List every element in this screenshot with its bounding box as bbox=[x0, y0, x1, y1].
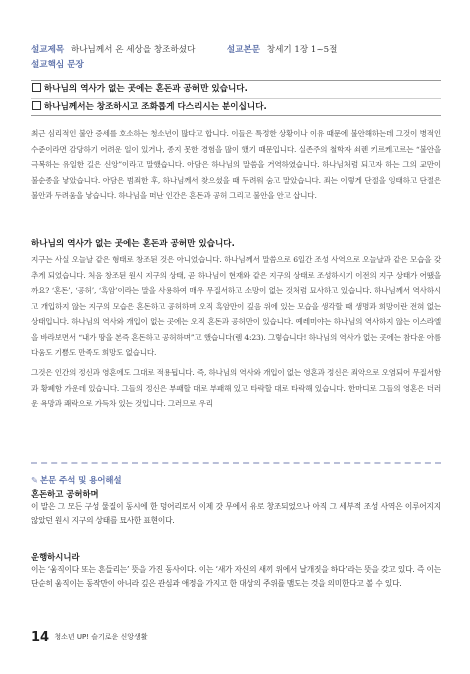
sermon-text-label: 설교본문 bbox=[226, 45, 261, 55]
section-subheading: 하나님의 역사가 없는 곳에는 혼돈과 공허만 있습니다. bbox=[31, 239, 235, 249]
core-sentence-item bbox=[31, 81, 441, 99]
core-sentence-text: 하나님의 역사가 없는 곳에는 혼돈과 공허만 있습니다. bbox=[44, 84, 248, 94]
note-term: 혼돈하고 공허하며 bbox=[31, 489, 99, 499]
body-paragraph: 지구는 사실 오늘날 같은 형태로 창조된 것은 아니었습니다. 하나님께서 말씀으로 6일간 조성 사역으로 오늘날과 같은 모습을 갖추게 되었습니다. 처음 창조된 원시 지구의 상태, 곧 하나님이 현재와 같은 지구의 상태로 조성하시기 이전의 지구 상태가 어땠을까요? ‘혼돈’, ‘공허’, ‘흑암’이라는 말을 사용하여 매우 무질서하고 소망이 없는 것처럼 묘사하고 있습니다. 하나님께서 역사하시고 개입하지 않는 지구의 모습은 혼돈하고 공허하며 오직 흑암만이 깊음 위에 있는 모습을 생각할 때 생명과 희망이란 전혀 없는 상태입니다. 하나님의 역사와 개입이 없는 곳에는 오직 혼돈과 공허만이 있습니다. 예레미야는 하나님의 역사하지 않는 이스라엘을 바라보면서 “내가 땅을 본즉 혼돈하고 공허하며”고 했습니다(렘 4:23). 그렇습니다! 하나님의 역사가 없는 곳에는 참다운 아름다움도 기쁨도 만족도 희망도 없습니다. bbox=[31, 255, 441, 357]
sermon-text: 창세기 1장 1~5절 bbox=[266, 45, 338, 55]
checkbox-icon bbox=[32, 101, 41, 110]
notes-title-text: 본문 주석 및 용어해설 bbox=[40, 475, 122, 485]
body-paragraph: 그것은 인간의 정신과 영혼에도 그대로 적용됩니다. 즉, 하나님의 역사와 개입이 없는 영혼과 정신은 죄악으로 오염되어 무질서함과 황폐함 가운데 있습니다. 그들의 정신은 부패할 대로 부패해 있고 타락할 대로 타락해 있습니다. 한마디로 그들의 영혼은 더러운 욕망과 쾌락으로 가득차 있는 것입니다. 그러므로 우리 bbox=[31, 368, 441, 408]
note-definition: 이는 ‘움직이다 또는 흔들리는’ 뜻을 가진 동사이다. 이는 ‘새가 자신의 새끼 위에서 날개짓을 하다’라는 뜻을 갖고 있다. 즉 이는 단순히 움직이는 동작만이 아니라 깊은 관심과 애정을 가지고 한 대상의 주위를 맴도는 것을 의미한다고 볼 수 있다. bbox=[31, 565, 441, 588]
note-item bbox=[31, 488, 441, 527]
page-footer bbox=[31, 630, 148, 645]
core-sentence-item bbox=[31, 99, 441, 116]
section-divider bbox=[31, 462, 441, 464]
note-definition: 이 말은 그 모든 구성 물질이 동시에 한 덩어리로서 이제 갓 무에서 유로 창조되었으나 아직 그 세부적 조성 사역은 이루어지지 않았던 원시 지구의 상태를 묘사한 표현이다. bbox=[31, 502, 441, 525]
sermon-header bbox=[31, 44, 441, 71]
core-sentence-list bbox=[31, 80, 441, 116]
sermon-title: 하나님께서 온 세상을 창조하셨다 bbox=[70, 45, 196, 55]
page-number: 14 bbox=[31, 630, 50, 645]
checkbox-icon bbox=[32, 83, 41, 92]
sermon-core-label: 설교핵심 문장 bbox=[31, 60, 84, 70]
notes-title bbox=[31, 474, 122, 486]
book-title: 청소년 UP! 슬기로운 신앙생활 bbox=[54, 633, 148, 641]
sermon-title-label: 설교제목 bbox=[31, 45, 65, 55]
note-item bbox=[31, 551, 441, 590]
core-sentence-text: 하나님께서는 창조하시고 조화롭게 다스리시는 분이십니다. bbox=[44, 101, 267, 112]
note-term: 운행하시니라 bbox=[31, 552, 80, 562]
pencil-icon: ✎ bbox=[31, 475, 39, 485]
intro-paragraph: 최근 심리적인 불안 증세를 호소하는 청소년이 많다고 합니다. 이들은 특정한 상황이나 이유 때문에 불안해하는데 그것이 병적인 수준이라면 감당하기 어려운 일이 있거나, 종지 못한 경험을 많이 했기 때문입니다. 실존주의 철학자 쇠렌 키르케고르는 “불안을 극복하는 유일한 길은 신앙”이라고 말했습니다. 아담은 하나님의 말씀을 거역하였습니다. 하나님처럼 되고자 하는 그의 교만이 불순종을 낳았습니다. 아담은 범죄한 후, 하나님께서 찾으셨을 때 두려워 숨고 말았습니다. 죄는 이렇게 단절을 잉태하고 단절은 불안과 두려움을 낳습니다. 하나님을 떠난 인간은 혼돈과 공허 그리고 불안을 안고 삽니다. bbox=[31, 129, 441, 200]
